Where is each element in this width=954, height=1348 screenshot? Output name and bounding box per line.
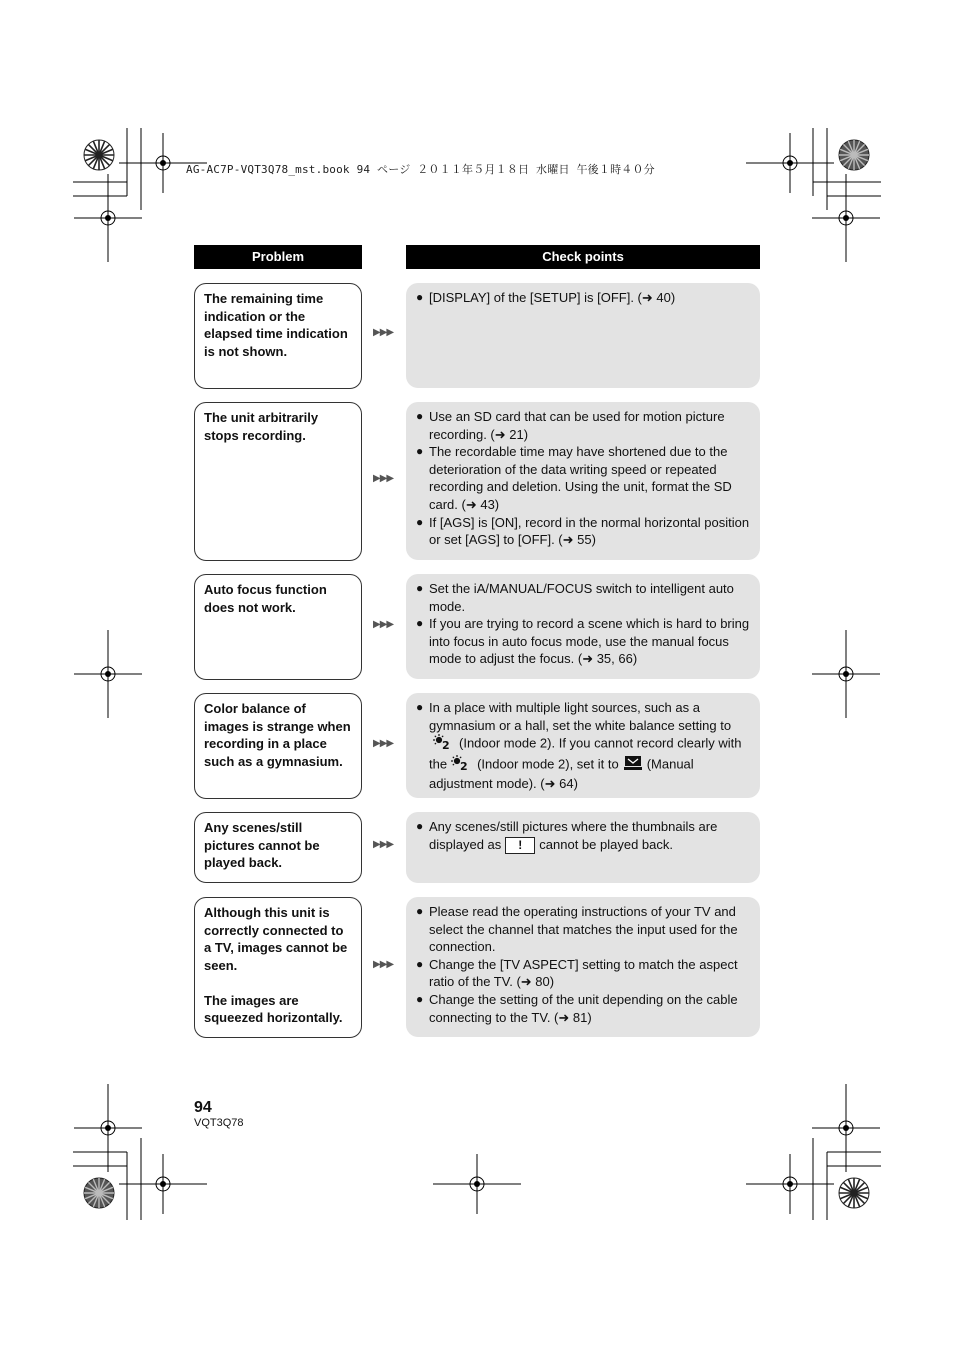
problem-cell <box>194 897 362 1038</box>
problem-text: Any scenes/still pictures cannot be played back. <box>204 820 320 870</box>
arrow-icon: ▶▶▶ <box>373 738 394 749</box>
print-header: AG-AC7P-VQT3Q78_mst.book 94 ページ ２０１１年５月１８日 水曜日 午後１時４０分 <box>186 163 655 176</box>
column-header-problem: Problem <box>194 245 362 269</box>
indoor-mode-2-icon <box>433 734 455 755</box>
indoor-mode-2-icon <box>451 755 473 776</box>
problem-cell <box>194 812 362 883</box>
list-item <box>416 956 750 991</box>
bullet-icon: ● <box>416 700 424 714</box>
problem-cell <box>194 574 362 680</box>
bullet-icon: ● <box>416 956 424 971</box>
check-cell <box>406 693 760 798</box>
check-text: Set the iA/MANUAL/FOCUS switch to intelligent auto mode. <box>429 581 734 614</box>
problem-text: Color balance of images is strange when recording in a place such as a gymnasium. <box>204 701 351 769</box>
problem-text: The images are squeezed horizontally. <box>204 992 343 1025</box>
list-item <box>416 289 750 307</box>
check-cell <box>406 402 760 560</box>
bullet-icon: ● <box>416 444 424 459</box>
check-text: In a place with multiple light sources, such as a gymnasium or a hall, set the white balance setting to <box>429 700 732 733</box>
problem-text: The unit arbitrarily stops recording. <box>204 410 319 443</box>
bullet-icon: ● <box>416 616 424 631</box>
problem-text: Although this unit is correctly connected to a TV, images cannot be seen. <box>204 905 348 973</box>
check-cell <box>406 897 760 1037</box>
check-text: Any scenes/still pictures where the thumbnails are displayed as <box>429 819 718 852</box>
problem-cell <box>194 402 362 561</box>
problem-text: The remaining time indication or the elapsed time indication is not shown. <box>204 291 348 359</box>
arrow-icon: ▶▶▶ <box>373 959 394 970</box>
check-text: Use an SD card that can be used for motion picture recording. (➜ 21) <box>429 409 725 442</box>
bullet-icon: ● <box>416 819 424 833</box>
column-header-check-points: Check points <box>406 245 760 269</box>
list-item <box>416 580 750 615</box>
bullet-icon: ● <box>416 514 424 529</box>
list-item <box>416 818 750 854</box>
check-cell <box>406 574 760 679</box>
problem-cell <box>194 693 362 799</box>
check-text: cannot be played back. <box>539 836 673 852</box>
problem-cell <box>194 283 362 389</box>
arrow-icon: ▶▶▶ <box>373 473 394 484</box>
svg-text:2: 2 <box>442 739 450 751</box>
arrow-icon: ▶▶▶ <box>373 839 394 850</box>
arrow-icon: ▶▶▶ <box>373 327 394 338</box>
page-number: 94 <box>194 1099 212 1116</box>
check-text: Please read the operating instructions of your TV and select the channel that matches the input used for the connection. <box>429 904 738 955</box>
document-code: VQT3Q78 <box>194 1117 244 1129</box>
manual-adjustment-icon <box>623 755 643 776</box>
check-text: (Manual adjustment mode). (➜ 64) <box>429 756 694 792</box>
check-text: If you are trying to record a scene which is hard to bring into focus in auto focus mode, use the manual focus mode to adjust the focus. (➜ 35, 66) <box>429 616 750 667</box>
list-item <box>416 443 750 513</box>
arrow-icon: ▶▶▶ <box>373 619 394 630</box>
bullet-icon: ● <box>416 409 424 423</box>
check-cell <box>406 812 760 883</box>
list-item <box>416 699 750 793</box>
check-text: [DISPLAY] of the [SETUP] is [OFF]. (➜ 40) <box>429 290 676 305</box>
check-text: Change the setting of the unit depending on the cable connecting to the TV. (➜ 81) <box>429 991 738 1025</box>
check-text: Change the [TV ASPECT] setting to match the aspect ratio of the TV. (➜ 80) <box>429 956 738 990</box>
bullet-icon: ● <box>416 904 424 918</box>
list-item <box>416 408 750 443</box>
check-text: (Indoor mode 2), set it to <box>477 756 619 772</box>
check-cell <box>406 283 760 388</box>
check-text: (Indoor mode 2). If you cannot record clearly with the <box>429 735 742 772</box>
list-item <box>416 514 750 549</box>
list-item <box>416 903 750 956</box>
bullet-icon: ● <box>416 991 424 1006</box>
list-item <box>416 991 750 1026</box>
list-item <box>416 615 750 668</box>
bullet-icon: ● <box>416 581 424 595</box>
check-text: The recordable time may have shortened due to the deterioration of the data writing speed or repeated recording and deletion. Using the unit, format the SD card. (➜ 43) <box>429 444 732 512</box>
svg-text:2: 2 <box>460 759 468 771</box>
unplayable-thumbnail-icon: ! <box>505 837 535 854</box>
bullet-icon: ● <box>416 290 424 304</box>
problem-text: Auto focus function does not work. <box>204 582 327 615</box>
check-text: If [AGS] is [ON], record in the normal horizontal position or set [AGS] to [OFF]. (➜ 55) <box>429 514 750 548</box>
